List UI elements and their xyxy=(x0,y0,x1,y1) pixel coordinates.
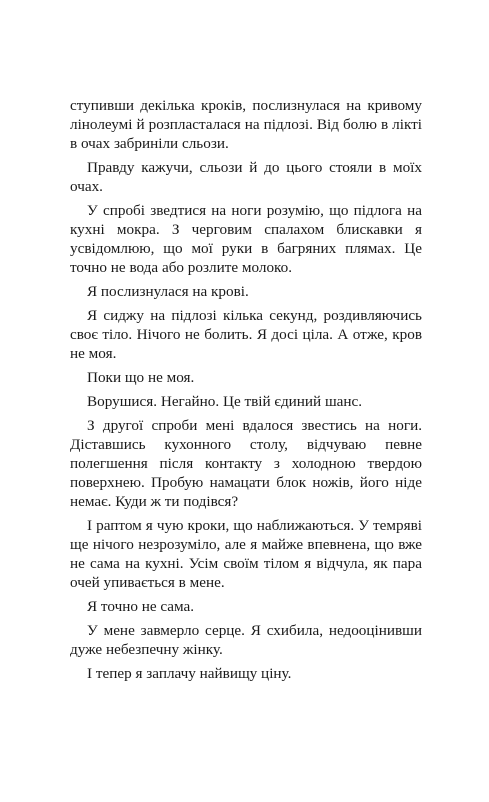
paragraph: Правду кажучи, сльози й до цього стояли в моїх очах. xyxy=(70,159,422,195)
paragraph: ступивши декілька кроків, послизнулася на кривому лінолеумі й розпласталася на підлозі. Від болю в лікті в очах забриніли сльози. xyxy=(70,97,422,152)
paragraph: І тепер я заплачу найвищу ціну. xyxy=(87,665,292,682)
paragraph: І раптом я чую кроки, що наближаються. У темряві ще нічого незрозуміло, але я майже впевнена, що вже не сама на кухні. Усім своїм тілом я відчула, як пара очей упивається в мене. xyxy=(70,517,422,591)
paragraph: У мене завмерло серце. Я схибила, недооцінивши дуже небезпечну жінку. xyxy=(70,622,422,658)
paragraph: Я послизнулася на крові. xyxy=(87,283,249,300)
paragraph: Поки що не моя. xyxy=(87,369,195,386)
paragraph: Я сиджу на підлозі кілька секунд, роздивляючись своє тіло. Нічого не болить. Я досі ціла. А отже, кров не моя. xyxy=(70,307,422,362)
paragraph: З другої спроби мені вдалося звестись на ноги. Діставшись кухонного столу, відчуваю певне полегшення після контакту з холодною твердою поверхнею. Пробую намацати блок ножів, його ніде немає. Куди ж ти подівся? xyxy=(70,417,422,510)
body-text xyxy=(70,96,422,688)
paragraph: У спробі зведтися на ноги розумію, що підлога на кухні мокра. З черговим спалахом блискавки я усвідомлюю, що мої руки в багряних плямах. Це точно не вода або розлите молоко. xyxy=(70,202,422,276)
paragraph: Я точно не сама. xyxy=(87,598,195,615)
paragraph: Ворушися. Негайно. Це твій єдиний шанс. xyxy=(87,393,363,410)
